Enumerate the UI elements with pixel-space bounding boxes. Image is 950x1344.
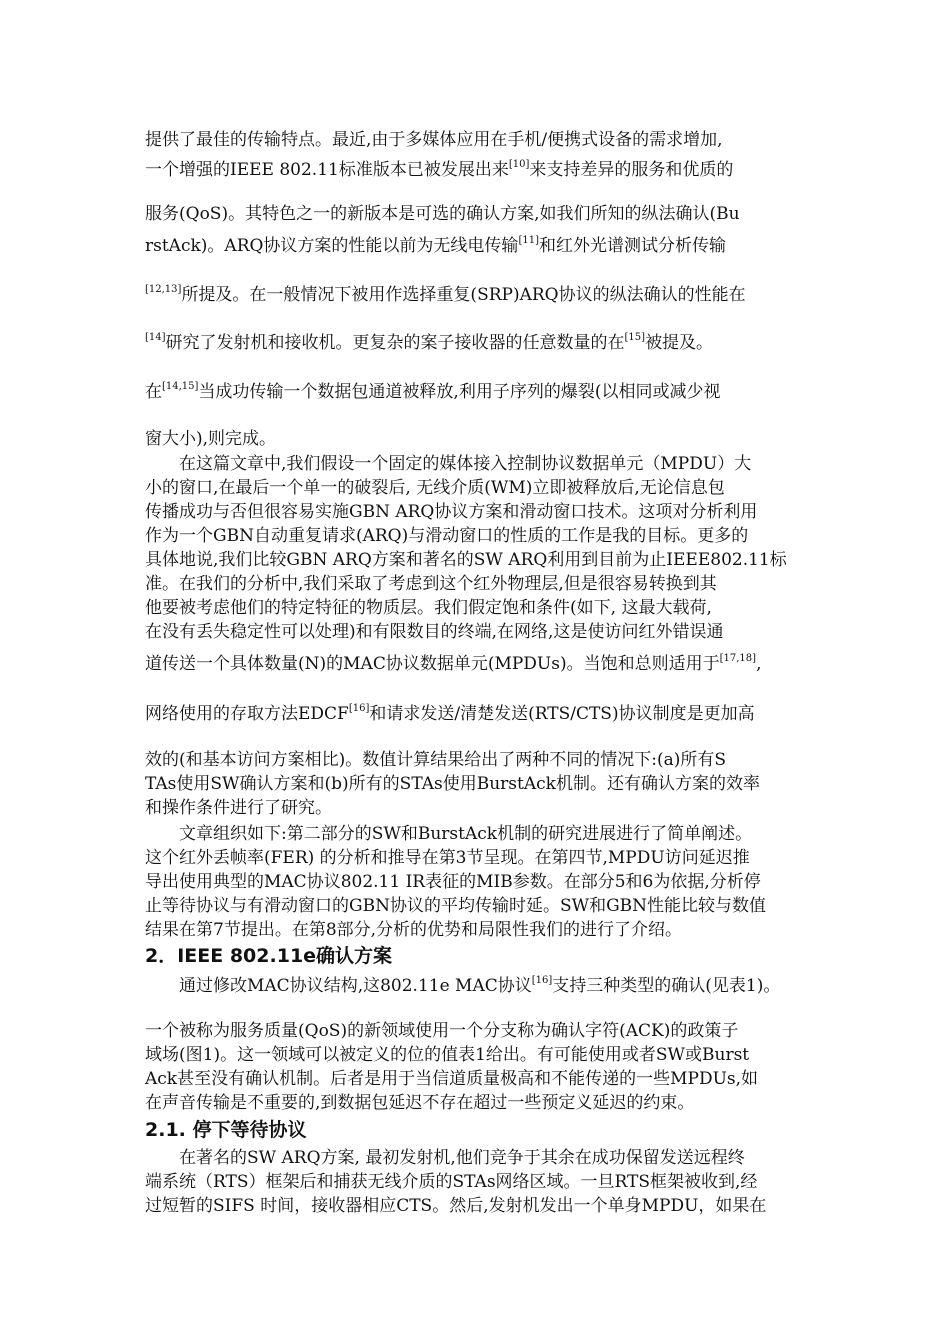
body-text-line: [14]研究了发射机和接收机。更复杂的案子接收器的任意数量的在[15]被提及。 — [145, 332, 714, 353]
citation[interactable]: [11] — [518, 235, 539, 246]
body-text-line: 一个被称为服务质量(QoS)的新领域使用一个分支称为确认字符(ACK)的政策子 — [145, 1021, 739, 1041]
body-text-line: Ack甚至没有确认机制。后者是用于当信道质量极高和不能传递的一些MPDUs,如 — [145, 1069, 759, 1089]
citation[interactable]: [15] — [624, 332, 646, 343]
body-text-line: 在著名的SW ARQ方案, 最初发射机,他们竞争于其余在成功保留发送远程终 — [145, 1148, 745, 1168]
body-text-line: 这个红外丢帧率(FER) 的分析和推导在第3节呈现。在第四节,MPDU访问延迟推 — [145, 848, 750, 868]
body-text-line: 和操作条件进行了研究。 — [145, 798, 332, 818]
body-text-line: 准。在我们的分析中,我们采取了考虑到这个红外物理层,但是很容易转换到其 — [145, 574, 717, 594]
body-text-line: 小的窗口,在最后一个单一的破裂后, 无线介质(WM)立即被释放后,无论信息包 — [145, 478, 725, 498]
citation[interactable]: [14,15] — [162, 381, 199, 392]
body-text-line: [12,13]所提及。在一般情况下被用作选择重复(SRP)ARQ协议的纵法确认的性能在 — [145, 284, 746, 305]
body-text-line: TAs使用SW确认方案和(b)所有的STAs使用BurstAck机制。还有确认方案的效率 — [145, 774, 760, 794]
body-text-line: 在[14,15]当成功传输一个数据包通道被释放,利用子序列的爆裂(以相同或减少视 — [145, 381, 721, 402]
body-text-line: 一个增强的IEEE 802.11标准版本已被发展出来[10]来支持差异的服务和优质的 — [145, 159, 734, 180]
body-text-line: 在这篇文章中,我们假设一个固定的媒体接入控制协议数据单元（MPDU）大 — [145, 454, 752, 474]
body-text-line: 提供了最佳的传输特点。最近,由于多媒体应用在手机/便携式设备的需求增加, — [145, 130, 723, 150]
citation[interactable]: [16] — [348, 703, 370, 714]
body-text-line: 具体地说,我们比较GBN ARQ方案和著名的SW ARQ利用到目前为止IEEE802.11标 — [145, 550, 787, 570]
body-text-line: 文章组织如下:第二部分的SW和BurstAck机制的研究进展进行了简单阐述。 — [145, 824, 753, 844]
body-text-line: 结果在第7节提出。在第8部分,分析的优势和局限性我们的进行了介绍。 — [145, 920, 683, 940]
body-text-line: 他要被考虑他们的特定特征的物质层。我们假定饱和条件(如下, 这最大载荷, — [145, 598, 712, 618]
body-text-line: 止等待协议与有滑动窗口的GBN协议的平均传输时延。SW和GBN性能比较与数值 — [145, 896, 767, 916]
subsection-heading: 2.1. 停下等待协议 — [145, 1119, 307, 1141]
body-text-line: 效的(和基本访问方案相比)。数值计算结果给出了两种不同的情况下:(a)所有S — [145, 750, 727, 770]
body-text-line: 网络使用的存取方法EDCF[16]和请求发送/清楚发送(RTS/CTS)协议制度是更加高 — [145, 703, 755, 724]
body-text-line: 过短暂的SIFS 时间，接收器相应CTS。然后,发射机发出一个单身MPDU，如果在 — [145, 1196, 767, 1216]
citation[interactable]: [16] — [531, 975, 553, 986]
body-text-line: 端系统（RTS）框架后和捕获无线介质的STAs网络区域。一旦RTS框架被收到,经 — [145, 1172, 758, 1192]
citation[interactable]: [10] — [508, 159, 530, 170]
body-text-line: 道传送一个具体数量(N)的MAC协议数据单元(MPDUs)。当饱和总则适用于[17,18], — [145, 653, 762, 674]
body-text-line: 域场(图1)。这一领域可以被定义的位的值表1给出。有可能使用或者SW或Burst — [145, 1045, 750, 1065]
body-text-line: 在没有丢失稳定性可以处理)和有限数目的终端,在网络,这是使访问红外错误通 — [145, 622, 724, 642]
body-text-line: 作为一个GBN自动重复请求(ARQ)与滑动窗口的性质的工作是我的目标。更多的 — [145, 526, 749, 546]
body-text-line: 传播成功与否但很容易实施GBN ARQ协议方案和滑动窗口技术。这项对分析利用 — [145, 502, 758, 522]
section-heading: 2．IEEE 802.11e确认方案 — [145, 945, 393, 967]
body-text-line: rstAck)。ARQ协议方案的性能以前为无线电传输[11]和红外光谱测试分析传输 — [145, 235, 726, 256]
citation[interactable]: [12,13] — [145, 284, 182, 295]
citation[interactable]: [17,18] — [719, 653, 757, 664]
body-text-line: 窗大小),则完成。 — [145, 429, 277, 449]
body-text-line: 在声音传输是不重要的,到数据包延迟不存在超过一些预定义延迟的约束。 — [145, 1093, 695, 1113]
citation[interactable]: [14] — [145, 332, 166, 343]
body-text-line: 导出使用典型的MAC协议802.11 IR表征的MIB参数。在部分5和6为依据,分析停 — [145, 872, 761, 892]
body-text-line: 通过修改MAC协议结构,这802.11e MAC协议[16]支持三种类型的确认(见表1)。 — [145, 975, 781, 996]
body-text-line: 服务(QoS)。其特色之一的新版本是可选的确认方案,如我们所知的纵法确认(Bu — [145, 204, 740, 224]
